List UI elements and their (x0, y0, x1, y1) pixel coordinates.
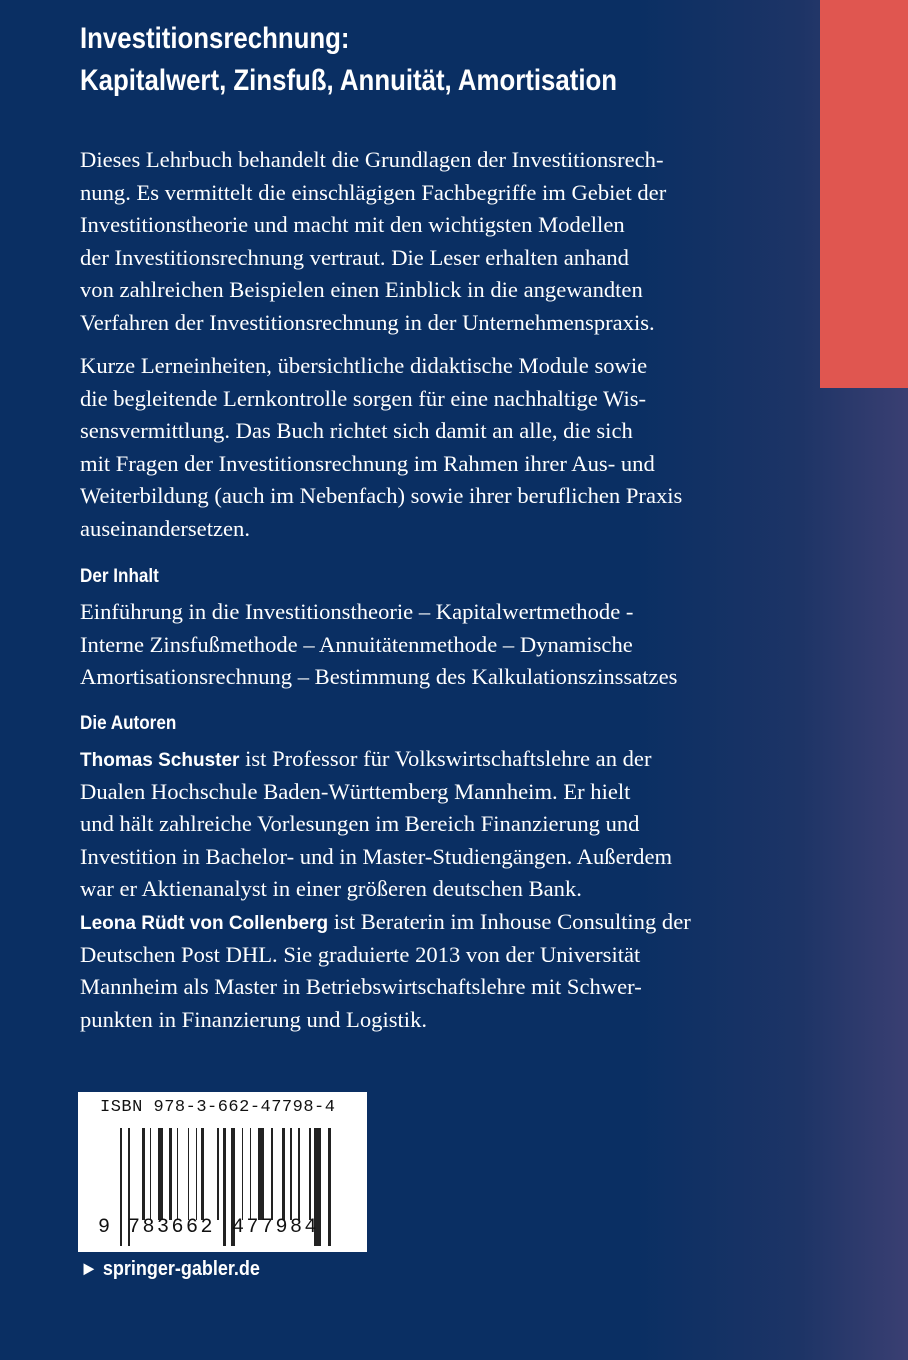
barcode-digit: 9 (98, 1216, 111, 1239)
triangle-right-icon: ► (80, 1258, 103, 1280)
text-line: Verfahren der Investitionsrechnung in der Unternehmenspraxis. (80, 309, 655, 335)
barcode-bar (258, 1128, 264, 1220)
text-line: Investitionstheorie und macht mit den wichtigsten Modellen (80, 212, 625, 238)
text-line: Deutschen Post DHL. Sie graduierte 2013 von der Universität (80, 941, 641, 967)
barcode-digit: 6 (171, 1216, 184, 1239)
text-line: punkten in Finanzierung und Logistik. (80, 1006, 428, 1032)
barcode-bar (250, 1128, 252, 1220)
text-line: und hält zahlreiche Vorlesungen im Bereich Finanzierung und (80, 811, 640, 837)
barcode-digit: 2 (200, 1216, 213, 1239)
barcode-bar (158, 1128, 163, 1220)
isbn-barcode (78, 1092, 367, 1252)
barcode-bar (120, 1128, 122, 1246)
authors-heading: Die Autoren (80, 713, 177, 734)
barcode-digit: 6 (186, 1216, 199, 1239)
barcode-bar (188, 1128, 190, 1220)
barcode-digit: 4 (232, 1216, 245, 1239)
text-line: ist Professor für Volkswirtschaftslehre an der (239, 746, 652, 771)
text-line: die begleitende Lernkontrolle sorgen für eine nachhaltige Wis- (80, 385, 647, 411)
text-line: Kurze Lerneinheiten, übersichtliche didaktische Module sowie (80, 353, 648, 378)
barcode-bar (309, 1128, 311, 1220)
text-line: ist Beraterin im Inhouse Consulting der (328, 908, 691, 934)
barcode-bar (196, 1128, 198, 1220)
contents-list (80, 596, 677, 694)
barcode-bar (282, 1128, 285, 1220)
authors-bio (80, 743, 691, 1036)
barcode-digit: 7 (128, 1216, 141, 1239)
barcode-bar (328, 1128, 331, 1246)
barcode-bar (217, 1128, 219, 1220)
text-line: Mannheim als Master in Betriebswirtschaftslehre mit Schwer- (80, 974, 642, 1000)
text-line: Dualen Hochschule Baden-Württemberg Mannheim. Er hielt (80, 778, 631, 804)
description-paragraph-2 (80, 350, 682, 546)
text-line: Weiterbildung (auch im Nebenfach) sowie ihrer beruflichen Praxis (80, 483, 683, 509)
book-title (80, 18, 617, 102)
accent-color-block (820, 0, 908, 388)
barcode-bar (177, 1128, 179, 1220)
text-line: auseinandersetzen. (80, 515, 250, 541)
barcode-digit: 4 (304, 1216, 317, 1239)
text-line: mit Fragen der Investitionsrechnung im Rahmen ihrer Aus- und (80, 450, 655, 476)
barcode-bar (142, 1128, 145, 1220)
barcode-bar (242, 1128, 244, 1220)
description-paragraph-1 (80, 144, 666, 340)
barcode-digit: 3 (157, 1216, 170, 1239)
text-line: sensvermittlung. Das Buch richtet sich damit an alle, die sich (80, 418, 633, 444)
text-line: nung. Es vermittelt die einschlägigen Fachbegriffe im Gebiet der (80, 179, 667, 205)
text-line: von zahlreichen Beispielen einen Einblick in die angewandten (80, 277, 643, 303)
barcode-digit: 8 (142, 1216, 155, 1239)
author-name: Leona Rüdt von Collenberg (80, 912, 329, 934)
barcode-bar (169, 1128, 172, 1220)
text-line: war er Aktienanalyst in einer größeren deutschen Bank. (80, 876, 582, 902)
isbn-text: ISBN 978-3-662-47798-4 (100, 1098, 336, 1117)
text-line: Amortisationsrechnung – Bestimmung des Kalkulationszinssatzes (80, 664, 678, 690)
text-line: der Investitionsrechnung vertraut. Die Leser erhalten anhand (80, 244, 629, 270)
author-name: Thomas Schuster (80, 750, 240, 771)
barcode-bar (271, 1128, 273, 1220)
text-line: Interne Zinsfußmethode – Annuitätenmethode – Dynamische (80, 631, 633, 657)
barcode-digit: 7 (261, 1216, 274, 1239)
barcode-bar (298, 1128, 300, 1220)
barcode-bar (290, 1128, 292, 1220)
barcode-bar (223, 1128, 226, 1246)
barcode-digit: 7 (246, 1216, 259, 1239)
title-line-1: Investitionsrechnung: (80, 22, 350, 55)
title-line-2: Kapitalwert, Zinsfuß, Annuität, Amortisation (80, 64, 618, 97)
text-line: Dieses Lehrbuch behandelt die Grundlagen der Investitionsrech- (80, 147, 664, 172)
website-link[interactable] (80, 1258, 260, 1281)
barcode-bar (201, 1128, 204, 1220)
barcode-bar (150, 1128, 152, 1220)
barcode-digit: 9 (275, 1216, 288, 1239)
text-line: Investition in Bachelor- und in Master-Studiengängen. Außerdem (80, 843, 673, 869)
contents-heading: Der Inhalt (80, 566, 159, 587)
barcode-digit: 8 (290, 1216, 303, 1239)
text-line: Einführung in die Investitionstheorie – Kapitalwertmethode - (80, 599, 634, 624)
website-text: springer-gabler.de (102, 1258, 260, 1280)
